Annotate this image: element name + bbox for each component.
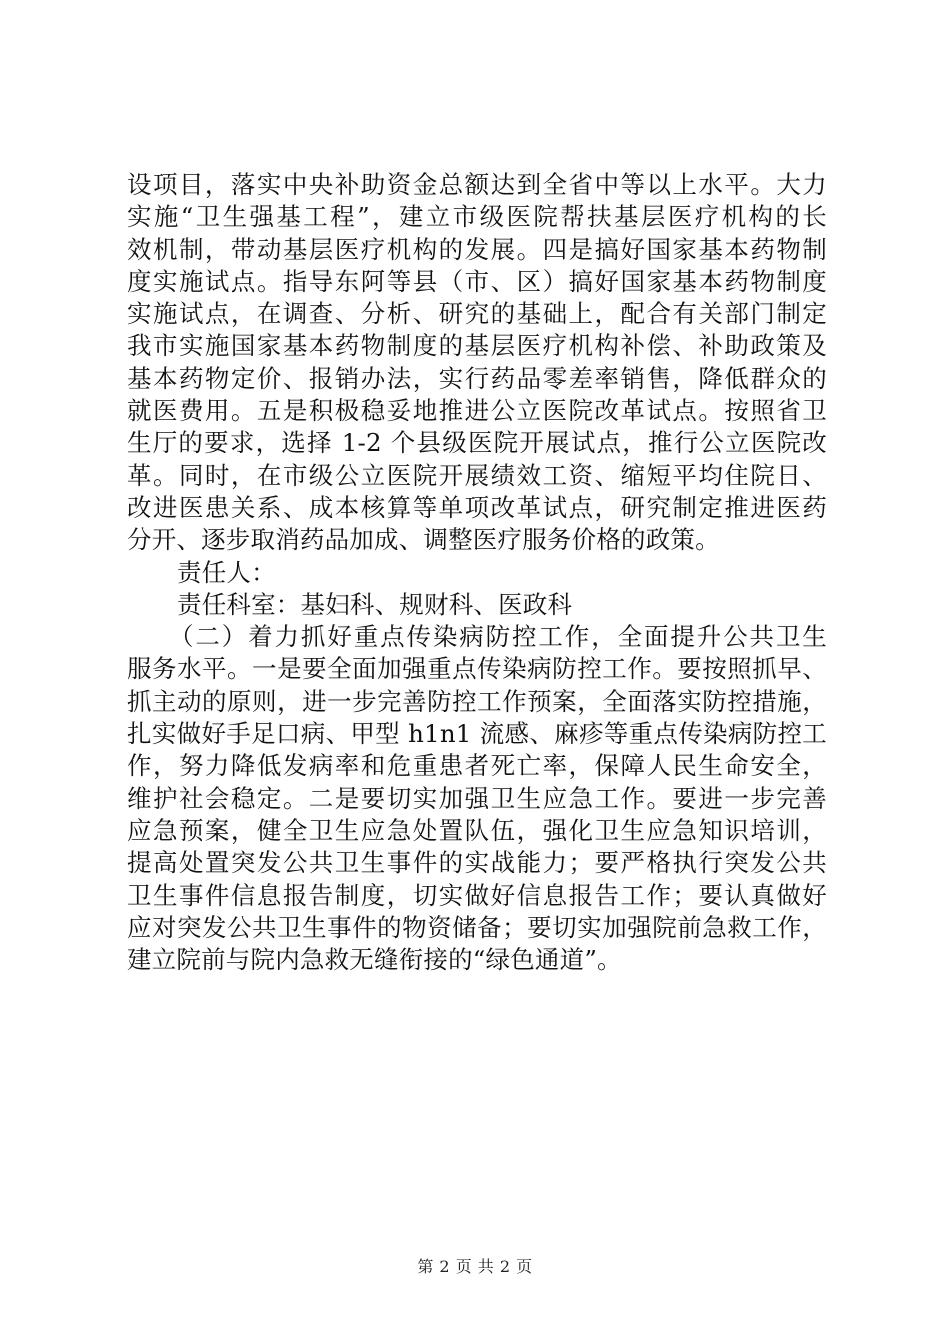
paragraph-line: （二）着力抓好重点传染病防控工作，全面提升公共卫生 — [169, 622, 827, 652]
paragraph-line: 作，努力降低发病率和危重患者死亡率，保障人民生命安全， — [127, 751, 827, 781]
paragraph-line: 扎实做好手足口病、甲型 h1n1 流感、麻疹等重点传染病防控工 — [127, 719, 827, 749]
page-footer: 第 2 页 共 2 页 — [417, 1257, 533, 1276]
paragraph-line: 设项目，落实中央补助资金总额达到全省中等以上水平。大力 — [127, 170, 827, 199]
responsible-person-line: 责任人： — [177, 557, 276, 587]
paragraph-line: 应急预案，健全卫生应急处置队伍，强化卫生应急知识培训， — [127, 815, 827, 845]
paragraph-line: 我市实施国家基本药物制度的基层医疗机构补偿、补助政策及 — [127, 331, 827, 361]
paragraph-line: 革。同时，在市级公立医院开展绩效工资、缩短平均住院日、 — [127, 460, 827, 490]
paragraph-line: 度实施试点。指导东阿等县（市、区）搞好国家基本药物制度 — [127, 266, 827, 296]
paragraph-line: 抓主动的原则，进一步完善防控工作预案，全面落实防控措施， — [127, 686, 827, 716]
paragraph-line: 改进医患关系、成本核算等单项改革试点，研究制定推进医药 — [127, 492, 827, 522]
responsible-department-line: 责任科室：基妇科、规财科、医政科 — [177, 589, 573, 619]
paragraph-line: 生厅的要求，选择 1-2 个县级医院开展试点，推行公立医院改 — [127, 428, 827, 458]
paragraph-line: 就医费用。五是积极稳妥地推进公立医院改革试点。按照省卫 — [127, 396, 827, 426]
paragraph-line: 建立院前与院内急救无缝衔接的“绿色通道”。 — [127, 945, 622, 975]
paragraph-line: 效机制，带动基层医疗机构的发展。四是搞好国家基本药物制 — [127, 234, 827, 264]
paragraph-line: 服务水平。一是要全面加强重点传染病防控工作。要按照抓早、 — [127, 654, 827, 684]
paragraph-line: 实施试点，在调查、分析、研究的基础上，配合有关部门制定 — [127, 299, 827, 329]
paragraph-line: 实施“卫生强基工程”，建立市级医院帮扶基层医疗机构的长 — [127, 202, 827, 232]
paragraph-line: 维护社会稳定。二是要切实加强卫生应急工作。要进一步完善 — [127, 783, 827, 813]
paragraph-line: 卫生事件信息报告制度，切实做好信息报告工作；要认真做好 — [127, 880, 827, 910]
paragraph-line: 分开、逐步取消药品加成、调整医疗服务价格的政策。 — [127, 525, 720, 555]
paragraph-line: 提高处置突发公共卫生事件的实战能力；要严格执行突发公共 — [127, 848, 827, 878]
paragraph-line: 应对突发公共卫生事件的物资储备；要切实加强院前急救工作， — [127, 912, 827, 942]
paragraph-line: 基本药物定价、报销办法，实行药品零差率销售，降低群众的 — [127, 363, 827, 393]
document-body — [127, 169, 827, 976]
